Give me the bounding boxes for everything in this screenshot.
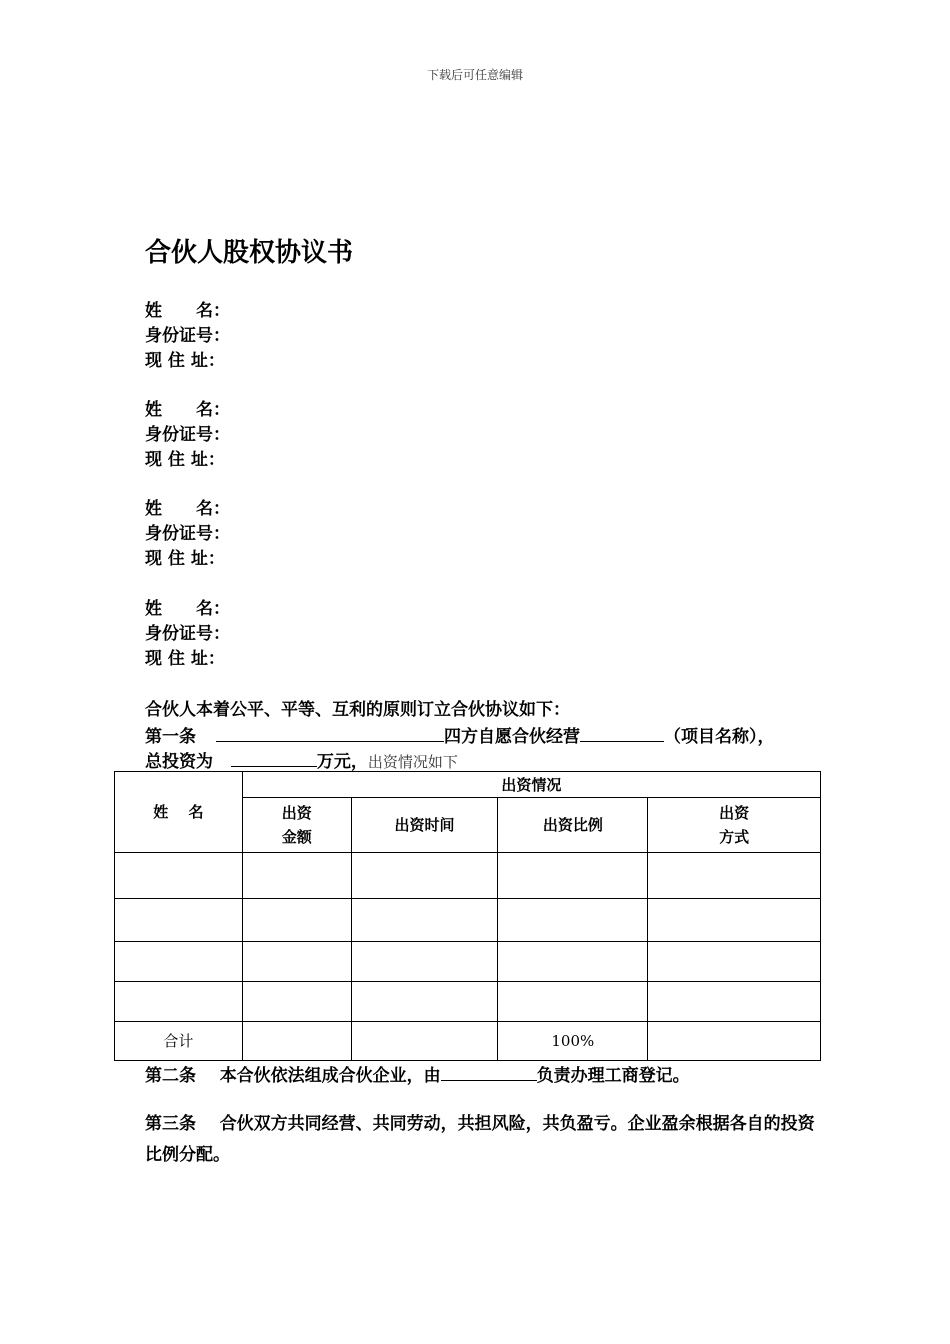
table-cell[interactable] xyxy=(498,942,648,982)
parties-blank[interactable] xyxy=(216,723,444,742)
article-3-label: 第三条 xyxy=(145,1114,196,1134)
article-1-line-2 xyxy=(145,748,825,773)
ratio-header: 出资比例 xyxy=(498,798,648,853)
table-cell[interactable] xyxy=(648,942,821,982)
party-block-1 xyxy=(145,299,230,374)
method-header-line-1: 出资 xyxy=(719,804,750,822)
table-cell[interactable] xyxy=(498,899,648,942)
article-3-text: 合伙双方共同经营、共同劳动，共担风险，共负盈亏。企业盈余根据各自的投资比例分配。 xyxy=(145,1114,815,1165)
table-cell[interactable] xyxy=(242,1022,351,1061)
table-cell[interactable] xyxy=(351,899,498,942)
project-name-blank[interactable] xyxy=(580,723,664,742)
article-2-text-a: 本合伙依法组成合伙企业，由 xyxy=(219,1066,441,1086)
name-label: 姓 名： xyxy=(145,599,230,619)
party-block-4 xyxy=(145,597,230,672)
address-label: 现 住 址： xyxy=(145,649,225,669)
name-header: 姓 名 xyxy=(115,772,243,853)
name-label: 姓 名： xyxy=(145,499,230,519)
table-cell[interactable] xyxy=(115,942,243,982)
table-cell[interactable] xyxy=(648,853,821,899)
table-cell[interactable] xyxy=(648,1022,821,1061)
article-2-label: 第二条 xyxy=(145,1066,196,1086)
party-block-3 xyxy=(145,497,230,572)
method-header xyxy=(648,798,821,853)
table-cell[interactable] xyxy=(351,1022,498,1061)
table-cell[interactable] xyxy=(351,982,498,1022)
table-cell[interactable] xyxy=(351,942,498,982)
article-2 xyxy=(145,1062,815,1089)
table-cell[interactable] xyxy=(498,982,648,1022)
table-row xyxy=(115,899,821,942)
method-header-line-2: 方式 xyxy=(719,828,750,846)
table-cell[interactable] xyxy=(115,853,243,899)
registrant-blank[interactable] xyxy=(441,1062,537,1081)
table-row xyxy=(115,853,821,899)
amount-header xyxy=(242,798,351,853)
table-cell[interactable] xyxy=(648,899,821,942)
amount-header-line-2: 金额 xyxy=(281,828,312,846)
table-cell[interactable] xyxy=(242,942,351,982)
article-3 xyxy=(145,1109,815,1171)
article-1-text-c: 总投资为 xyxy=(145,752,219,772)
article-1-line-1 xyxy=(145,723,825,748)
article-1-label: 第一条 xyxy=(145,727,196,747)
investment-table xyxy=(114,771,821,1061)
intro-sentence: 合伙人本着公平、平等、互利的原则订立合伙协议如下： xyxy=(145,700,570,720)
total-ratio: 100% xyxy=(498,1022,648,1061)
id-number-label: 身份证号： xyxy=(145,524,230,544)
table-cell[interactable] xyxy=(115,982,243,1022)
table-row xyxy=(115,942,821,982)
name-label: 姓 名： xyxy=(145,400,230,420)
article-1-text-a: 四方自愿合伙经营 xyxy=(444,727,580,747)
time-header: 出资时间 xyxy=(351,798,498,853)
party-block-2 xyxy=(145,398,230,473)
id-number-label: 身份证号： xyxy=(145,425,230,445)
agreement-intro xyxy=(145,698,825,773)
document-title: 合伙人股权协议书 xyxy=(145,238,354,268)
table-cell[interactable] xyxy=(498,853,648,899)
table-cell[interactable] xyxy=(242,982,351,1022)
total-investment-blank[interactable] xyxy=(231,748,317,767)
table-row xyxy=(115,982,821,1022)
address-label: 现 住 址： xyxy=(145,549,225,569)
header-note: 下载后可任意编辑 xyxy=(426,68,523,82)
article-2-text-b: 负责办理工商登记。 xyxy=(536,1066,690,1086)
table-cell[interactable] xyxy=(648,982,821,1022)
address-label: 现 住 址： xyxy=(145,351,225,371)
address-label: 现 住 址： xyxy=(145,450,225,470)
article-1-text-d: 万元， xyxy=(316,752,368,772)
article-1-note: 出资情况如下 xyxy=(367,753,458,771)
investment-group-header: 出资情况 xyxy=(242,772,820,798)
table-cell[interactable] xyxy=(242,899,351,942)
table-cell[interactable] xyxy=(115,899,243,942)
table-cell[interactable] xyxy=(242,853,351,899)
amount-header-line-1: 出资 xyxy=(281,804,312,822)
id-number-label: 身份证号： xyxy=(145,326,230,346)
total-row xyxy=(115,1022,821,1061)
name-label: 姓 名： xyxy=(145,301,230,321)
id-number-label: 身份证号： xyxy=(145,624,230,644)
article-1-text-b: （项目名称）， xyxy=(664,727,775,747)
table-cell[interactable] xyxy=(351,853,498,899)
total-label: 合计 xyxy=(115,1022,243,1061)
